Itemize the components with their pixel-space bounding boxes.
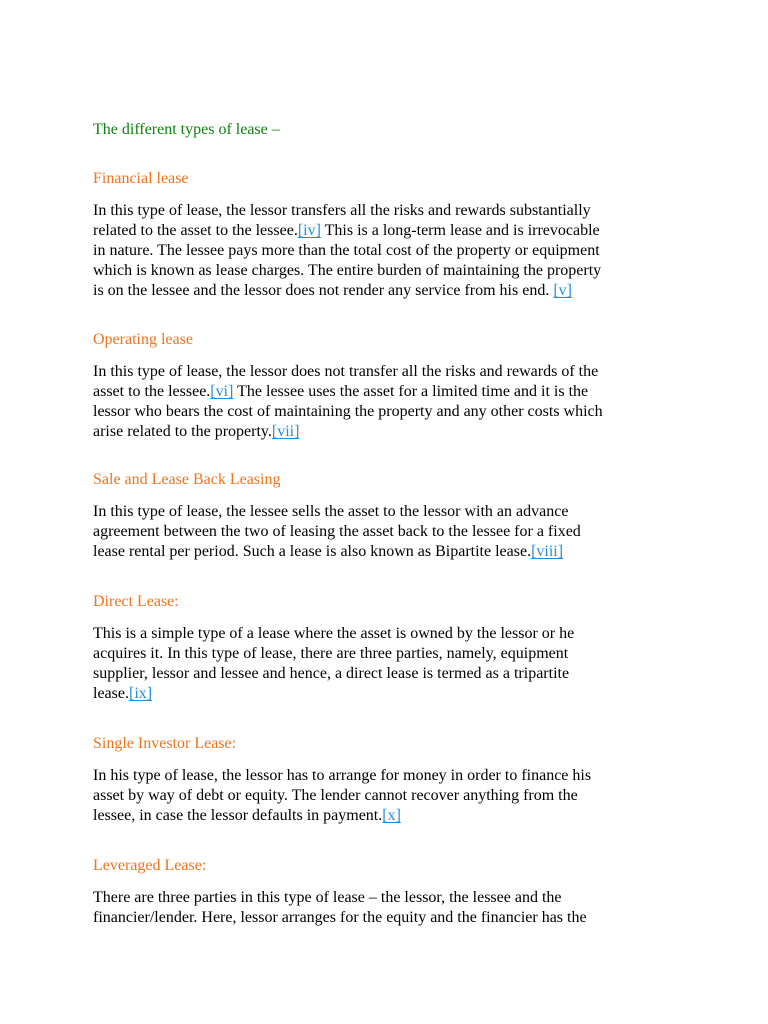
line-text: There are three parties in this type of lease – the lessor, the lessee and the <box>93 889 562 906</box>
line-text: In this type of lease, the lessor does not transfer all the risks and rewards of the <box>93 363 599 380</box>
paragraph-line <box>93 644 683 664</box>
line-text: In this type of lease, the lessee sells the asset to the lessor with an advance <box>93 503 569 520</box>
paragraph-line <box>93 201 683 221</box>
footnote-reference-link[interactable]: [ix] <box>128 685 153 702</box>
line-text: lessee, in case the lessor defaults in payment. <box>93 807 383 824</box>
page-title: The different types of lease – <box>93 121 280 138</box>
section-body-sale-and-lease-back <box>93 502 683 562</box>
line-text: lessor who bears the cost of maintaining the property and any other costs which <box>93 403 603 420</box>
line-text: acquires it. In this type of lease, there are three parties, namely, equipment <box>93 645 569 662</box>
paragraph-line <box>93 241 683 261</box>
line-text: asset to the lessee. <box>93 383 211 400</box>
paragraph-line <box>93 766 683 786</box>
line-text: asset by way of debt or equity. The lender cannot recover anything from the <box>93 787 578 804</box>
footnote-reference-link[interactable]: [iv] <box>297 222 321 239</box>
line-text: In this type of lease, the lessor transfers all the risks and rewards substantially <box>93 202 591 219</box>
line-text: This is a long-term lease and is irrevocable <box>320 222 600 239</box>
line-text: financier/lender. Here, lessor arranges for the equity and the financier has the <box>93 909 587 926</box>
paragraph-line <box>93 502 683 522</box>
paragraph-line <box>93 684 683 704</box>
paragraph-line <box>93 664 683 684</box>
section-heading-leveraged-lease: Leveraged Lease: <box>93 857 207 874</box>
paragraph-line <box>93 362 683 382</box>
paragraph-line <box>93 542 683 562</box>
line-text: agreement between the two of leasing the asset back to the lessee for a fixed <box>93 523 581 540</box>
footnote-reference-link[interactable]: [v] <box>553 282 572 299</box>
paragraph-line <box>93 261 683 281</box>
section-body-operating-lease <box>93 362 683 442</box>
paragraph-line <box>93 522 683 542</box>
paragraph-line <box>93 806 683 826</box>
paragraph-line <box>93 888 683 908</box>
paragraph-line <box>93 382 683 402</box>
paragraph-line <box>93 624 683 644</box>
section-heading-single-investor-lease: Single Investor Lease: <box>93 735 237 752</box>
paragraph-line <box>93 908 683 928</box>
line-text: In his type of lease, the lessor has to arrange for money in order to finance his <box>93 767 592 784</box>
line-text: in nature. The lessee pays more than the total cost of the property or equipment <box>93 242 600 259</box>
line-text: lease. <box>93 685 129 702</box>
section-body-single-investor-lease <box>93 766 683 826</box>
line-text: supplier, lessor and lessee and hence, a direct lease is termed as a tripartite <box>93 665 570 682</box>
line-text: arise related to the property. <box>93 423 272 440</box>
line-text: is on the lessee and the lessor does not render any service from his end. <box>93 282 554 299</box>
paragraph-line <box>93 402 683 422</box>
line-text: This is a simple type of a lease where the asset is owned by the lessor or he <box>93 625 575 642</box>
section-heading-sale-and-lease-back: Sale and Lease Back Leasing <box>93 471 281 488</box>
section-heading-operating-lease: Operating lease <box>93 331 193 348</box>
footnote-reference-link[interactable]: [viii] <box>531 543 564 560</box>
section-heading-direct-lease: Direct Lease: <box>93 593 179 610</box>
line-text: related to the asset to the lessee. <box>93 222 298 239</box>
footnote-reference-link[interactable]: [vii] <box>271 423 300 440</box>
paragraph-line <box>93 422 683 442</box>
line-text: The lessee uses the asset for a limited time and it is the <box>233 383 589 400</box>
paragraph-line <box>93 281 683 301</box>
section-body-financial-lease <box>93 201 683 301</box>
line-text: lease rental per period. Such a lease is also known as Bipartite lease. <box>93 543 532 560</box>
paragraph-line <box>93 221 683 241</box>
footnote-reference-link[interactable]: [x] <box>382 807 401 824</box>
line-text: which is known as lease charges. The entire burden of maintaining the property <box>93 262 602 279</box>
section-body-leveraged-lease <box>93 888 683 928</box>
footnote-reference-link[interactable]: [vi] <box>210 383 234 400</box>
section-heading-financial-lease: Financial lease <box>93 170 189 187</box>
paragraph-line <box>93 786 683 806</box>
section-body-direct-lease <box>93 624 683 704</box>
